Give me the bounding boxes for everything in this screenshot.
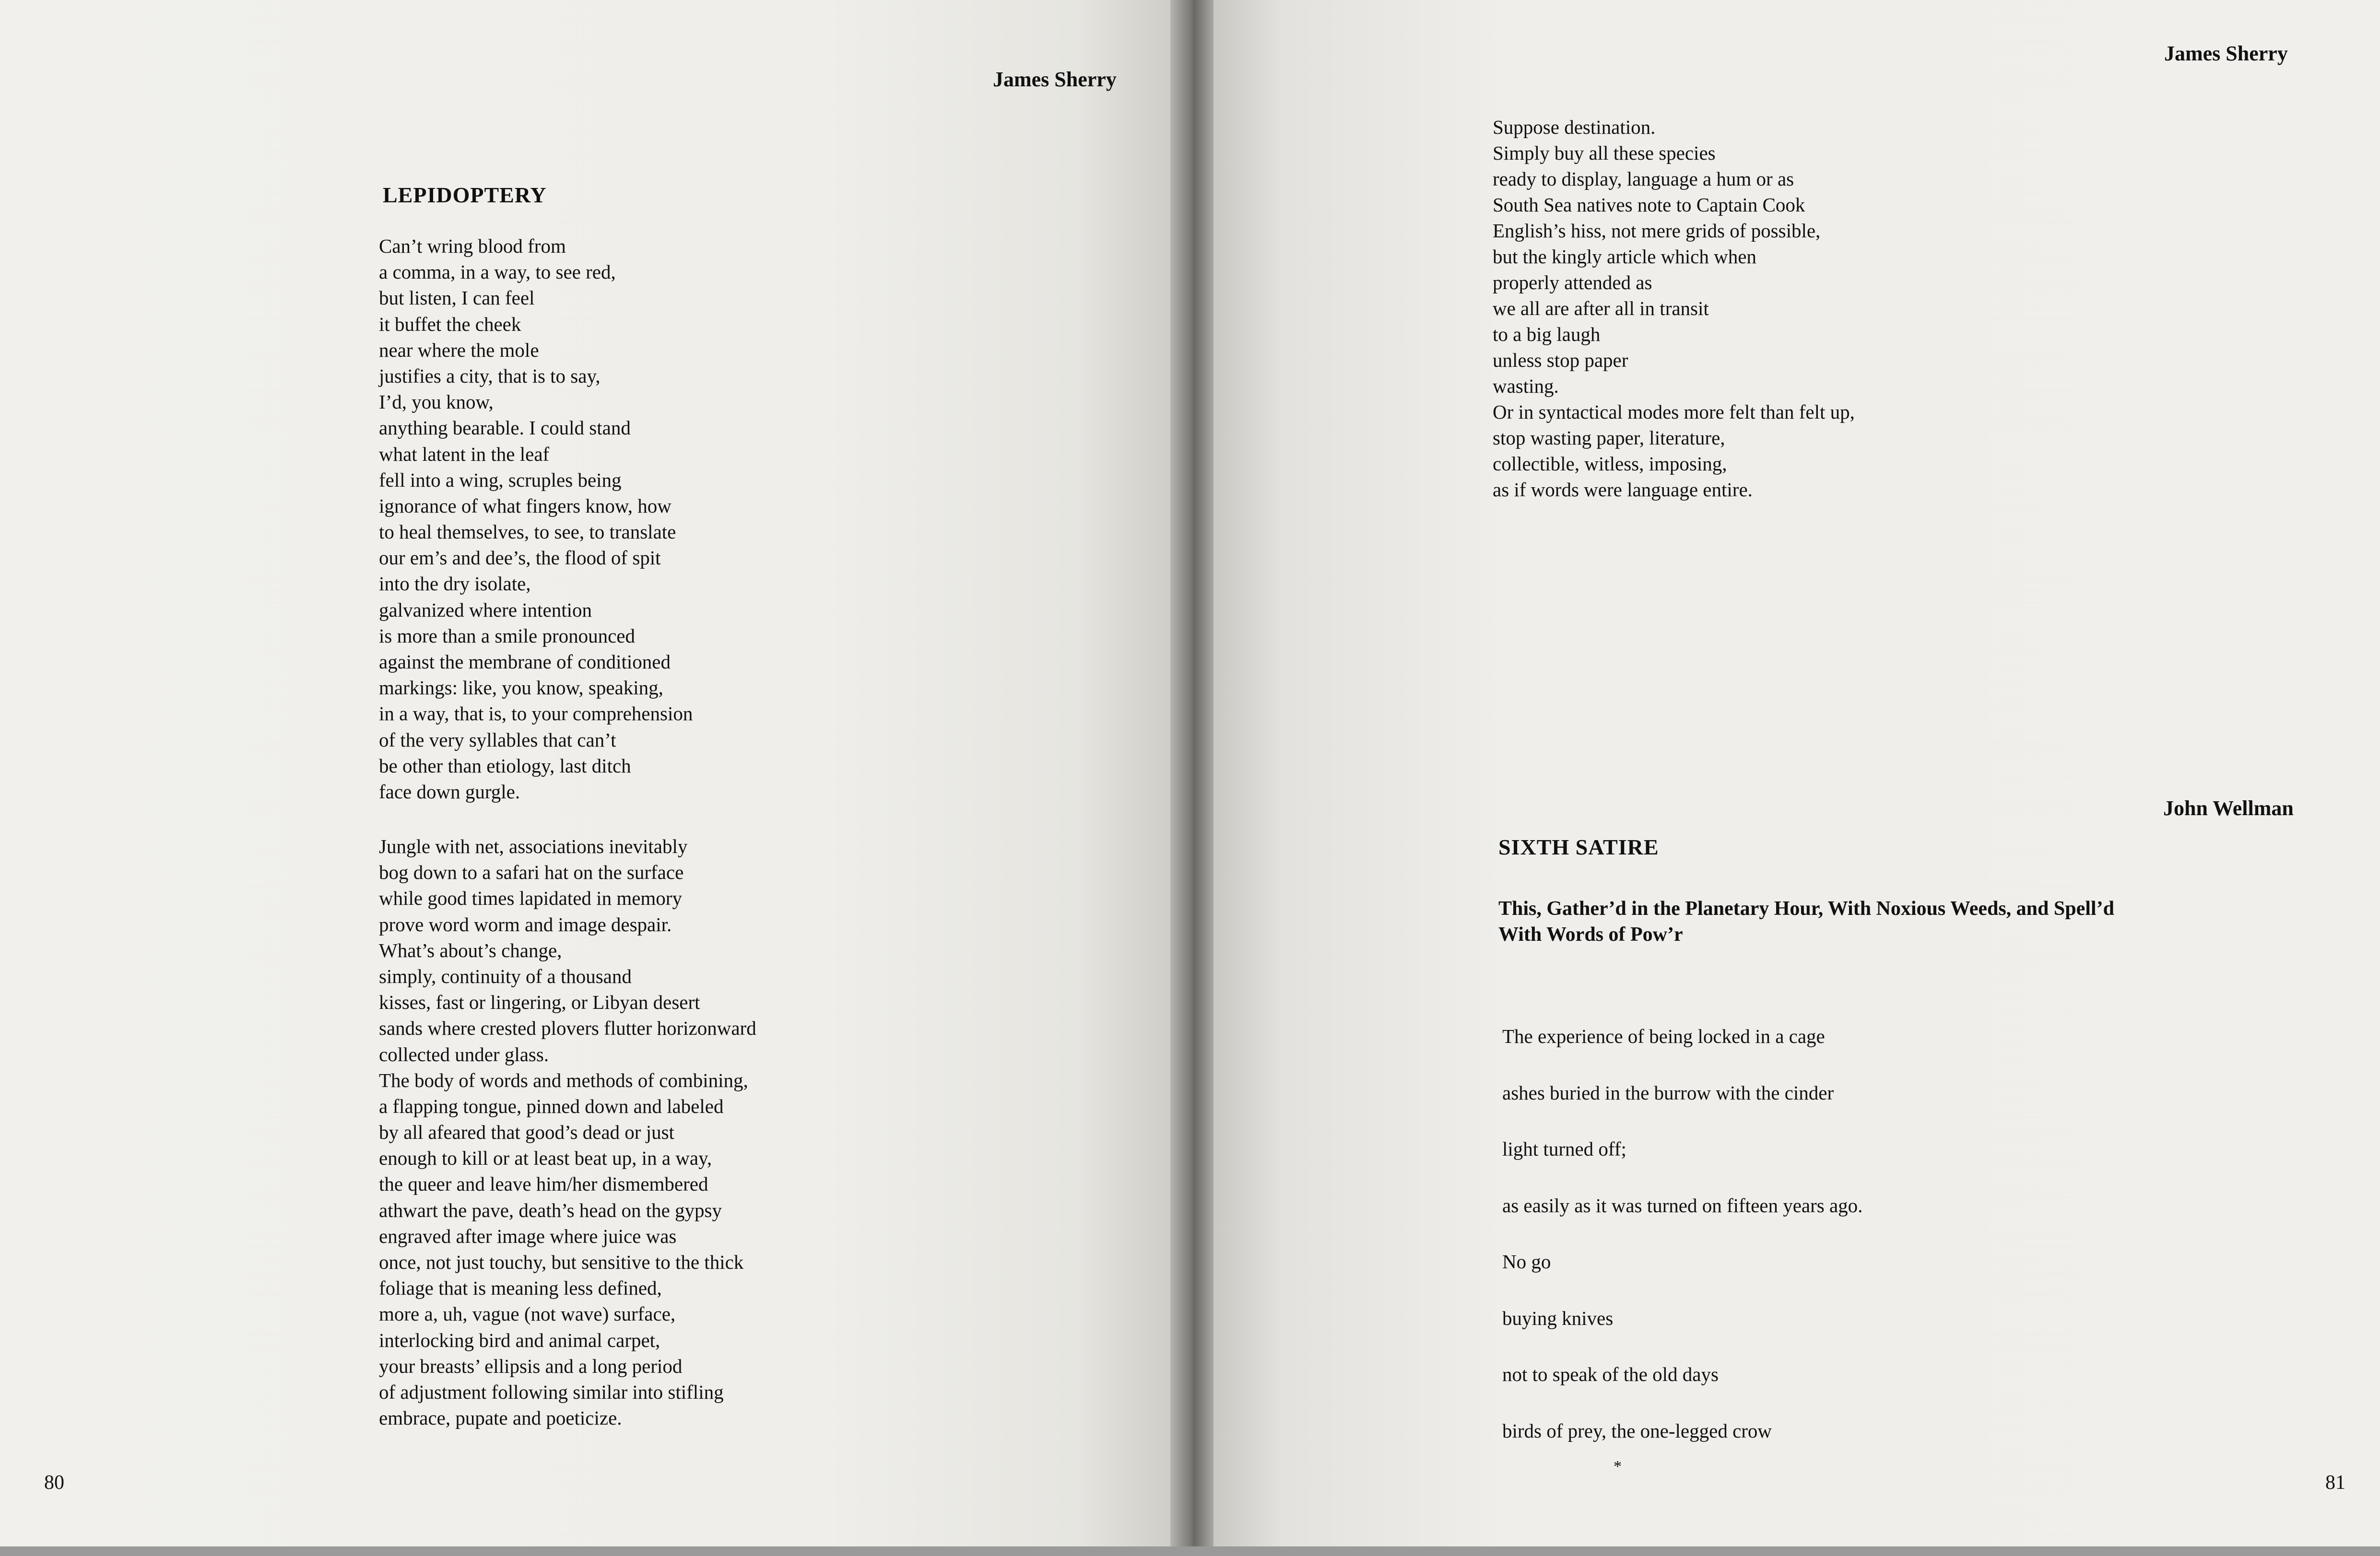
poem-line: wasting. [1493, 375, 1559, 397]
left-page [0, 0, 1170, 1546]
poem-line: foliage that is meaning less defined, [379, 1277, 662, 1299]
poem-line: we all are after all in transit [1493, 297, 1709, 319]
page-number-left: 80 [44, 1472, 64, 1494]
poem-line: unless stop paper [1493, 349, 1628, 371]
poem-line: but the kingly article which when [1493, 246, 1756, 268]
poem-line: The body of words and methods of combining, [379, 1069, 748, 1091]
poem-line: ignorance of what fingers know, how [379, 494, 672, 517]
book-gutter [1170, 0, 1214, 1556]
poem-line: buying knives [1502, 1307, 1614, 1329]
page-number-right: 81 [2325, 1472, 2345, 1494]
poem-line: Can’t wring blood from [379, 235, 566, 257]
poem-line: collected under glass. [379, 1043, 549, 1065]
right-header-author: James Sherry [2164, 42, 2288, 65]
poem-line: athwart the pave, death’s head on the gypsy [379, 1199, 722, 1221]
poem-line: be other than etiology, last ditch [379, 754, 631, 777]
poem-title: LEPIDOPTERY [383, 183, 547, 207]
poem-line: galvanized where intention [379, 598, 592, 621]
poem-line: fell into a wing, scruples being [379, 468, 622, 491]
poem-line: simply, continuity of a thousand [379, 965, 632, 987]
poem-line: collectible, witless, imposing, [1493, 453, 1727, 475]
second-poem-author: John Wellman [2163, 796, 2294, 820]
poem-line: What’s about’s change, [379, 939, 562, 961]
poem-line: of the very syllables that can’t [379, 728, 616, 751]
poem-line: interlocking bird and animal carpet, [379, 1329, 660, 1351]
poem-stanza-2 [379, 833, 756, 1431]
poem-line: kisses, fast or lingering, or Libyan desert [379, 991, 700, 1014]
poem-line: near where the mole [379, 339, 539, 361]
poem-line: a comma, in a way, to see red, [379, 261, 616, 283]
poem-line: our em’s and dee’s, the flood of spit [379, 547, 661, 569]
poem-line: Or in syntactical modes more felt than felt up, [1493, 401, 1855, 423]
poem-line: Simply buy all these species [1493, 142, 1716, 164]
scan-bottom-edge [0, 1546, 2380, 1556]
poem-line: ashes buried in the burrow with the cinder [1502, 1081, 1834, 1104]
poem-line: what latent in the leaf [379, 443, 550, 465]
poem-line: to a big laugh [1493, 323, 1601, 345]
poem-line: South Sea natives note to Captain Cook [1493, 194, 1805, 216]
poem-line: face down gurgle. [379, 780, 520, 803]
poem-line: into the dry isolate, [379, 573, 531, 595]
second-poem-title: SIXTH SATIRE [1498, 835, 1659, 859]
poem-line: in a way, that is, to your comprehension [379, 702, 693, 725]
poem-line: justifies a city, that is to say, [379, 364, 601, 387]
section-mark: * [1614, 1458, 1622, 1475]
poem-line: against the membrane of conditioned [379, 651, 671, 673]
poem-line: but listen, I can feel [379, 287, 535, 309]
poem-line: Jungle with net, associations inevitably [379, 835, 688, 857]
poem-line: English’s hiss, not mere grids of possible, [1493, 220, 1821, 242]
poem-line: birds of prey, the one-legged crow [1502, 1419, 1772, 1442]
poem-line: ready to display, language a hum or as [1493, 168, 1794, 190]
poem-line: engraved after image where juice was [379, 1225, 677, 1247]
poem-line: stop wasting paper, literature, [1493, 427, 1725, 449]
poem-line: embrace, pupate and poeticize. [379, 1407, 622, 1429]
poem-line: markings: like, you know, speaking, [379, 677, 663, 699]
poem-line: once, not just touchy, but sensitive to the thick [379, 1251, 744, 1273]
poem-line: your breasts’ ellipsis and a long period [379, 1355, 683, 1377]
poem-line: as if words were language entire. [1493, 479, 1753, 501]
poem-line: sands where crested plovers flutter horizonward [379, 1017, 756, 1040]
poem-line: of adjustment following similar into stifling [379, 1381, 724, 1403]
poem-line: by all afeared that good’s dead or just [379, 1121, 674, 1144]
poem-line: not to speak of the old days [1502, 1363, 1719, 1385]
poem-line: Suppose destination. [1493, 116, 1656, 138]
poem-line: enough to kill or at least beat up, in a way, [379, 1147, 712, 1170]
poem-line: anything bearable. I could stand [379, 417, 631, 439]
poem-line: is more than a smile pronounced [379, 624, 636, 647]
poem-line: light turned off; [1502, 1138, 1626, 1160]
poem-line: as easily as it was turned on fifteen years ago. [1502, 1194, 1863, 1217]
poem-line: more a, uh, vague (not wave) surface, [379, 1303, 676, 1325]
poem-line: The experience of being locked in a cage [1502, 1025, 1825, 1047]
second-poem-lines [1502, 1023, 1862, 1474]
left-header-author: James Sherry [993, 68, 1117, 91]
poem-line: No go [1502, 1251, 1551, 1273]
poem-line: prove word worm and image despair. [379, 913, 672, 936]
poem-line: properly attended as [1493, 271, 1652, 293]
poem-line: a flapping tongue, pinned down and labeled [379, 1095, 724, 1117]
poem-stanza-1 [379, 233, 693, 805]
poem-line: it buffet the cheek [379, 313, 521, 335]
poem-line: the queer and leave him/her dismembered [379, 1173, 708, 1195]
poem-line: bog down to a safari hat on the surface [379, 861, 684, 884]
second-poem-subtitle: This, Gather’d in the Planetary Hour, With Noxious Weeds, and Spell’d With Words of Pow’r [1498, 898, 2114, 946]
poem-line: I’d, you know, [379, 391, 494, 413]
poem-line: while good times lapidated in memory [379, 887, 682, 910]
right-page [1214, 0, 2380, 1546]
poem-line: to heal themselves, to see, to translate [379, 521, 676, 543]
poem-continuation [1493, 114, 1855, 503]
